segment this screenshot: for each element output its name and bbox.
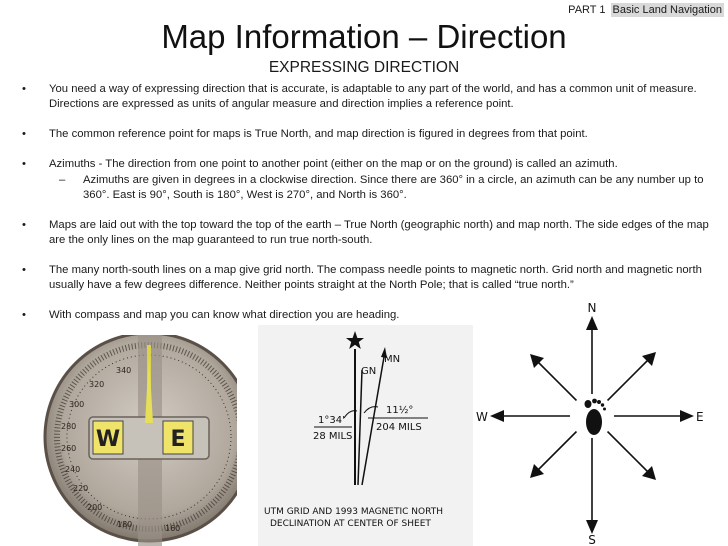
sub-bullet-marker: – <box>59 174 66 186</box>
bullet-item <box>18 218 718 248</box>
page-subtitle: EXPRESSING DIRECTION <box>268 59 460 76</box>
compass-ring-label: 260 <box>61 444 77 453</box>
bullet-item <box>18 127 718 142</box>
bullet-marker: • <box>22 264 26 276</box>
bullet-marker: • <box>22 83 26 95</box>
declination-caption-line-2: DECLINATION AT CENTER OF SHEET <box>270 519 431 529</box>
compass-ring-label: 320 <box>89 380 105 389</box>
bullet-text: You need a way of expressing direction that is accurate, is adaptable to any part of the world, and has a common unit of measure. Directions are expressed as units of angular measure and direction implies a reference point. <box>49 83 697 110</box>
compass-ring-label: 240 <box>65 465 81 474</box>
bullet-marker: • <box>22 219 26 231</box>
compass-ring-label: 180 <box>117 520 133 529</box>
compass-east-letter: E <box>170 427 186 452</box>
bullet-text: Azimuths - The direction from one point to another point (either on the map or on the ground) is called an azimuth. <box>49 158 618 170</box>
section-tag: Basic Land Navigation <box>612 4 722 16</box>
mn-label: MN <box>384 354 401 365</box>
compass-ring-label: 160 <box>165 524 181 533</box>
declination-caption-line-1: UTM GRID AND 1993 MAGNETIC NORTH <box>264 507 443 517</box>
bullet-marker: • <box>22 309 26 321</box>
compass-ring-label: 200 <box>87 503 103 512</box>
left-mils-label: 28 MILS <box>313 431 353 442</box>
right-mils-label: 204 MILS <box>376 422 422 433</box>
compass-image <box>37 335 237 546</box>
declination-diagram <box>258 325 473 546</box>
bullet-text: The common reference point for maps is True North, and map direction is figured in degrees from that point. <box>49 128 588 140</box>
bullet-item <box>18 82 718 112</box>
compass-ring-label: 220 <box>73 484 89 493</box>
part-header <box>568 4 724 16</box>
part-number: PART 1 <box>568 4 606 16</box>
bullet-text: With compass and map you can know what direction you are heading. <box>49 309 400 321</box>
page-title: Map Information – Direction <box>161 18 567 55</box>
compass-west-letter: W <box>95 427 121 452</box>
compass-ring-label: 340 <box>116 366 132 375</box>
rose-south-label: S <box>588 533 596 546</box>
bullet-item <box>18 157 718 172</box>
compass-ring-label: 300 <box>69 400 85 409</box>
rose-north-label: N <box>587 301 597 315</box>
rose-east-label: E <box>696 410 704 424</box>
left-angle-label: 1°34' <box>318 415 345 426</box>
rose-west-label: W <box>476 410 488 424</box>
bullet-text: Azimuths are given in degrees in a clockwise direction. Since there are 360° in a circle, an azimuth can be any number up to 360°. East is 90°, South is 180°, West is 270°, and North is 360°. <box>83 174 704 201</box>
compass-rose <box>470 300 710 546</box>
compass-ring-label: 280 <box>61 422 77 431</box>
bullet-text: The many north-south lines on a map give grid north. The compass needle points to magnetic north. Grid north and magnetic north usually have a few degrees difference. Neither points straight at the North Pole; that is called “true north.” <box>49 264 702 291</box>
bullet-marker: • <box>22 158 26 170</box>
sub-bullet-item <box>18 173 718 203</box>
gn-label: GN <box>361 366 377 377</box>
right-angle-label: 11½° <box>386 405 414 416</box>
bullet-item <box>18 263 718 293</box>
bullet-text: Maps are laid out with the top toward the top of the earth – True North (geographic north) and map north. The side edges of the map are the only lines on the map guaranteed to run true north-south. <box>49 219 709 246</box>
bullet-marker: • <box>22 128 26 140</box>
